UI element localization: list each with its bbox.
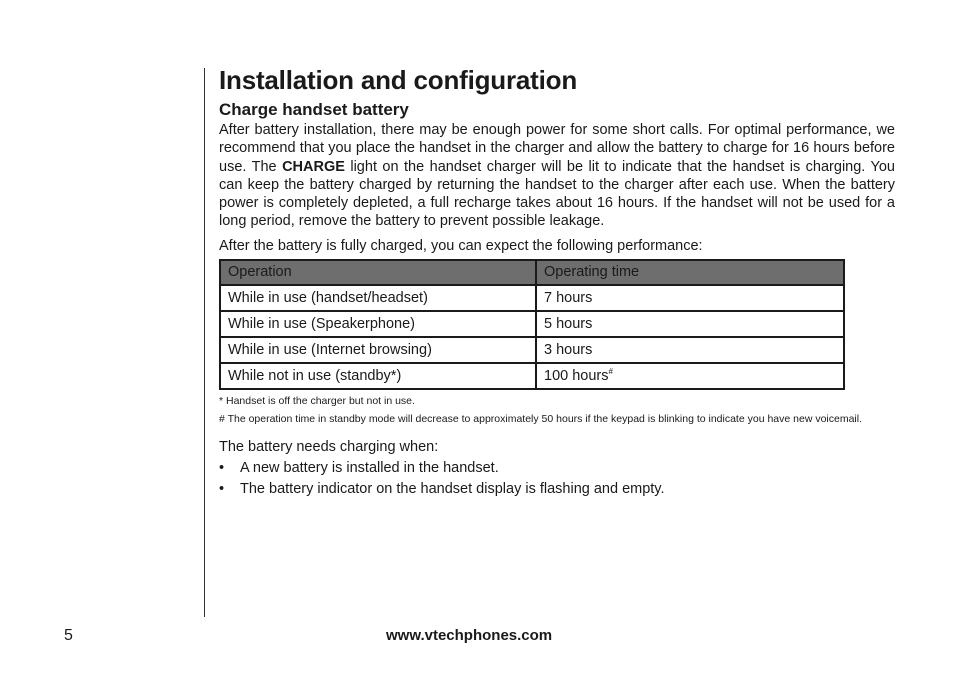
charge-keyword: CHARGE bbox=[282, 158, 345, 175]
footnote-mark: # bbox=[608, 367, 613, 377]
page-title: Installation and configuration bbox=[219, 65, 578, 95]
cell-time bbox=[536, 337, 844, 363]
time-value: 100 hours bbox=[544, 368, 609, 385]
bullet-icon: • bbox=[219, 480, 225, 497]
header-operating-time: Operating time bbox=[536, 260, 844, 285]
time-value: 7 hours bbox=[544, 289, 593, 306]
intro-text-2: light on the handset charger will be lit to indicate that the handset is charging. You can keep the battery charged by returning the handset to the charger after each use. When the battery power is completely depleted, a full recharge takes about 16 hours. If the handset will not be used for a long period, remove the battery to prevent possible leakage. bbox=[219, 158, 895, 230]
intro-text-1: After battery installation, there may be enough power for some short calls. For optimal performance, we recommend that you place the handset in the charger and allow the battery to charge for 16 hours before use. The bbox=[219, 122, 895, 175]
table-lead-text: After the battery is fully charged, you can expect the following performance: bbox=[219, 237, 703, 254]
table-header-row bbox=[220, 260, 844, 285]
needs-charging-lead: The battery needs charging when: bbox=[219, 438, 439, 455]
cell-time bbox=[536, 285, 844, 311]
charging-conditions-list bbox=[219, 458, 895, 500]
cell-operation: While in use (handset/headset) bbox=[220, 285, 536, 311]
cell-operation: While not in use (standby*) bbox=[220, 363, 536, 389]
section-title: Charge handset battery bbox=[219, 100, 409, 119]
list-item-text: The battery indicator on the handset display is flashing and empty. bbox=[240, 480, 665, 497]
footer-website-link[interactable]: www.vtechphones.com bbox=[386, 627, 553, 644]
bullet-icon: • bbox=[219, 459, 225, 476]
cell-operation: While in use (Internet browsing) bbox=[220, 337, 536, 363]
list-item bbox=[219, 479, 895, 500]
cell-time bbox=[536, 311, 844, 337]
table-row bbox=[220, 337, 844, 363]
page-content bbox=[219, 64, 895, 500]
table-row bbox=[220, 285, 844, 311]
intro-paragraph bbox=[219, 121, 895, 231]
header-operation: Operation bbox=[220, 260, 536, 285]
cell-time bbox=[536, 363, 844, 389]
footnote-standby: * Handset is off the charger but not in use. bbox=[219, 394, 415, 407]
table-row bbox=[220, 311, 844, 337]
performance-table bbox=[219, 259, 845, 390]
list-item bbox=[219, 458, 895, 479]
table-row bbox=[220, 363, 844, 389]
page-number: 5 bbox=[64, 627, 73, 644]
cell-operation: While in use (Speakerphone) bbox=[220, 311, 536, 337]
footnote-voicemail: # The operation time in standby mode will decrease to approximately 50 hours if the keypad is blinking to indicate you have new voicemail. bbox=[219, 412, 862, 425]
time-value: 5 hours bbox=[544, 315, 593, 332]
time-value: 3 hours bbox=[544, 341, 593, 358]
margin-rule bbox=[204, 68, 205, 617]
list-item-text: A new battery is installed in the handset. bbox=[240, 459, 499, 476]
